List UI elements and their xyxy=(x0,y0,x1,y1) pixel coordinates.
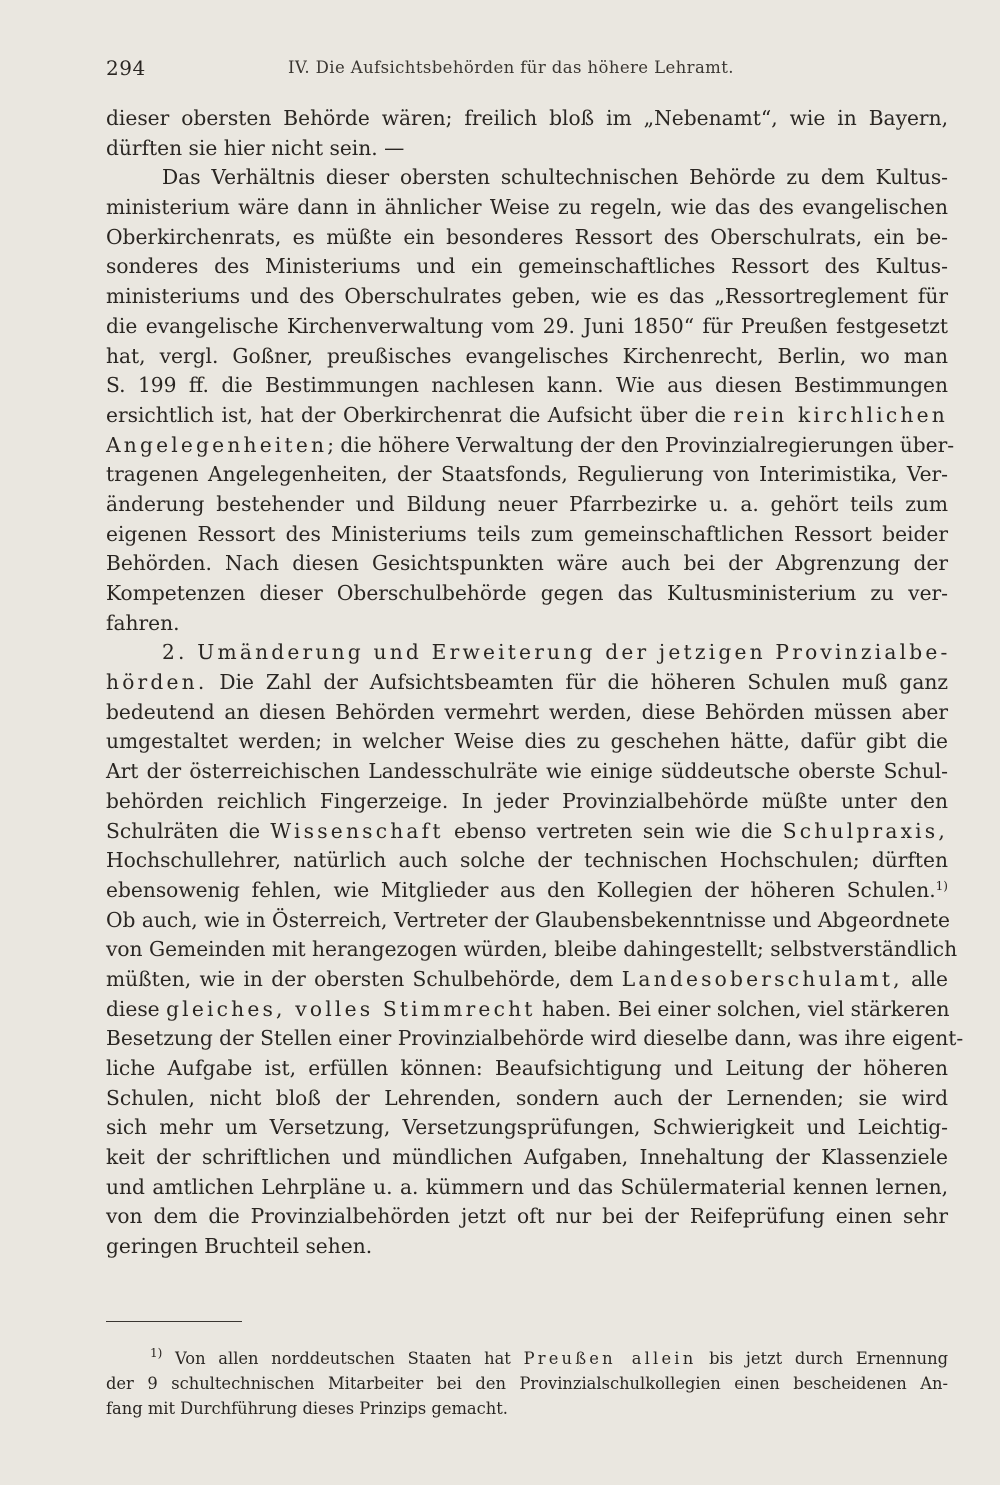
text-line: liche Aufgabe ist, erfüllen können: Beaufsichtigung und Leitung der höheren xyxy=(106,1056,948,1080)
text-line: Besetzung der Stellen einer Provinzialbehörde wird dieselbe dann, was ihre eigent- xyxy=(106,1026,964,1051)
footnote-divider xyxy=(106,1321,242,1322)
text-line: die evangelische Kirchenverwaltung vom 29. Juni 1850“ für Preußen festgesetzt xyxy=(106,313,948,338)
page-number: 294 xyxy=(106,56,146,80)
main-text xyxy=(106,104,964,1262)
text-line: bedeutend an diesen Behörden vermehrt werden, diese Behörden müssen aber xyxy=(106,699,948,724)
text-line: umgestaltet werden; in welcher Weise dies zu geschehen hätte, dafür gibt die xyxy=(106,729,948,754)
text-segment: ebenso vertreten sein wie die xyxy=(454,818,773,843)
text-line: dieser obersten Behörde wären; freilich bloß im „Nebenamt“, wie in Bayern, xyxy=(106,106,948,130)
footnote-line xyxy=(106,1346,948,1371)
text-line: sich mehr um Versetzung, Versetzungsprüfungen, Schwierigkeit und Leichtig- xyxy=(106,1115,948,1140)
text-segment: diese xyxy=(106,996,160,1021)
text-line xyxy=(106,668,948,698)
text-segment: Schulräten die xyxy=(106,818,261,843)
section-heading: hörden. xyxy=(106,670,208,695)
text-line xyxy=(106,965,948,995)
text-segment: ; die höhere Verwaltung der den Provinzialregierungen über- xyxy=(327,432,955,457)
text-line: sonderes des Ministeriums und ein gemeinschaftliches Ressort des Kultus- xyxy=(106,254,948,279)
text-line: S. 199 ff. die Bestimmungen nachlesen kann. Wie aus diesen Bestimmungen xyxy=(106,373,948,398)
emphasized-text: Angelegenheiten xyxy=(106,432,328,457)
text-line xyxy=(106,876,948,906)
text-segment: haben. Bei einer solchen, viel stärkeren xyxy=(542,996,950,1021)
emphasized-text: rein kirchlichen xyxy=(733,402,948,427)
text-line: Kompetenzen dieser Oberschulbehörde gegen das Kultusministerium zu ver- xyxy=(106,581,948,605)
footnote-marker: 1) xyxy=(150,1346,163,1360)
text-line: geringen Bruchteil sehen. xyxy=(106,1234,373,1259)
text-line: Art der österreichischen Landesschulräte wie einige süddeutsche oberste Schul- xyxy=(106,759,948,784)
text-line: von dem die Provinzialbehörden jetzt oft nur bei der Reifeprüfung einen sehr xyxy=(106,1204,948,1229)
text-line: Schulen, nicht bloß der Lehrenden, sondern auch der Lernenden; sie wird xyxy=(106,1085,948,1110)
text-line: fahren. xyxy=(106,610,180,635)
emphasized-text: Wissenschaft xyxy=(270,818,444,843)
text-line xyxy=(106,817,948,847)
text-line: ministerium wäre dann in ähnlicher Weise zu regeln, wie das des evangelischen xyxy=(106,195,948,220)
text-segment: ersichtlich ist, hat der Oberkirchenrat die Aufsicht über die xyxy=(106,402,726,427)
text-line xyxy=(106,431,955,461)
text-line: änderung bestehender und Bildung neuer Pfarrbezirke u. a. gehört teils zum xyxy=(106,491,948,516)
running-title: IV. Die Aufsichtsbehörden für das höhere Lehramt. xyxy=(288,58,734,77)
text-line: dürften sie hier nicht sein. — xyxy=(106,135,405,160)
section-heading-line xyxy=(106,638,951,668)
text-line xyxy=(106,995,948,1025)
text-segment: bis jetzt durch Ernennung xyxy=(709,1349,948,1368)
text-line: Hochschullehrer, natürlich auch solche der technischen Hochschulen; dürften xyxy=(106,848,948,873)
text-segment: Von allen norddeutschen Staaten hat xyxy=(175,1349,511,1368)
footnote xyxy=(106,1346,948,1421)
text-line xyxy=(106,401,948,431)
text-segment: ebensowenig fehlen, wie Mitglieder aus den Kollegien der höheren Schulen. xyxy=(106,877,936,902)
text-line: von Gemeinden mit herangezogen würden, bleibe dahingestellt; selbstverständlich xyxy=(106,937,958,962)
footnote-reference: 1) xyxy=(935,878,948,893)
text-line: Behörden. Nach diesen Gesichtspunkten wäre auch bei der Abgrenzung der xyxy=(106,551,948,576)
text-line: tragenen Angelegenheiten, der Staatsfonds, Regulierung von Interimistika, Ver- xyxy=(106,462,948,487)
footnote-line: der 9 schultechnischen Mitarbeiter bei den Provinzialschulkollegien einen bescheidenen An- xyxy=(106,1374,948,1393)
text-segment: Die Zahl der Aufsichtsbeamten für die höheren Schulen muß ganz xyxy=(207,670,948,695)
section-heading: 2. Umänderung und Erweiterung der jetzigen Provinzialbe- xyxy=(162,640,951,665)
text-line: und amtlichen Lehrpläne u. a. kümmern und das Schülermaterial kennen lernen, xyxy=(106,1174,948,1199)
emphasized-text: Landesoberschulamt, xyxy=(621,966,903,991)
emphasized-text: Schulpraxis, xyxy=(782,818,948,843)
text-segment: müßten, wie in der obersten Schulbehörde, dem xyxy=(106,966,614,991)
text-line: behörden reichlich Fingerzeige. In jeder Provinzialbehörde müßte unter den xyxy=(106,788,948,813)
text-line: keit der schriftlichen und mündlichen Aufgaben, Innehaltung der Klassenziele xyxy=(106,1145,948,1170)
text-line: Ob auch, wie in Österreich, Vertreter der Glaubensbekenntnisse und Abgeordnete xyxy=(106,907,950,932)
running-header xyxy=(106,56,946,88)
text-line: Das Verhältnis dieser obersten schultechnischen Behörde zu dem Kultus- xyxy=(162,165,948,190)
text-segment: alle xyxy=(911,966,949,991)
text-line: ministeriums und des Oberschulrates geben, wie es das „Ressortreglement für xyxy=(106,284,948,309)
text-line: eigenen Ressort des Ministeriums teils zum gemeinschaftlichen Ressort beider xyxy=(106,521,948,546)
emphasized-text: Preußen allein xyxy=(523,1349,697,1368)
text-line: Oberkirchenrats, es müßte ein besonderes Ressort des Oberschulrats, ein be- xyxy=(106,224,948,249)
footnote-line: fang mit Durchführung dieses Prinzips gemacht. xyxy=(106,1399,508,1418)
emphasized-text: gleiches, volles Stimmrecht xyxy=(166,996,536,1021)
text-line: hat, vergl. Goßner, preußisches evangelisches Kirchenrecht, Berlin, wo man xyxy=(106,343,948,368)
